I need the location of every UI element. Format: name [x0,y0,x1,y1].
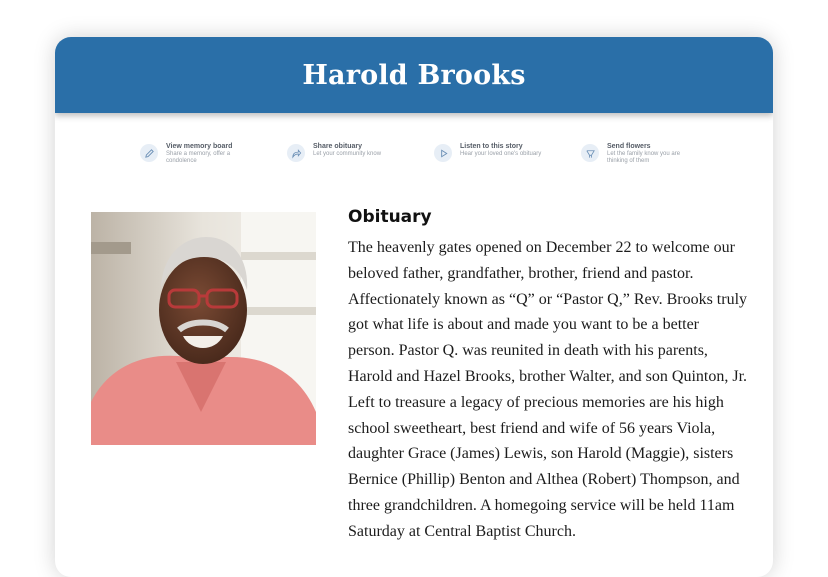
share-obituary-button[interactable] [287,143,434,165]
action-title: View memory board [166,143,233,150]
flowers-icon [581,144,599,162]
share-icon [287,144,305,162]
portrait-illustration [91,212,316,445]
portrait-photo [91,212,316,445]
page-title: Harold Brooks [302,59,526,91]
obituary-heading: Obituary [348,207,432,227]
action-bar [140,143,728,165]
action-title: Send flowers [607,143,651,150]
page-header [55,37,773,113]
action-title: Share obituary [313,143,363,150]
action-subtitle: Let your community know [313,151,382,158]
send-flowers-button[interactable] [581,143,728,165]
view-memory-board-button[interactable] [140,143,287,165]
play-icon [434,144,452,162]
action-subtitle: Let the family know you are thinking of them [607,151,681,164]
action-title: Listen to this story [460,143,523,150]
listen-story-button[interactable] [434,143,581,165]
pencil-icon [140,144,158,162]
action-subtitle: Hear your loved one's obituary [460,151,542,158]
obituary-text: The heavenly gates opened on December 22 to welcome our beloved father, grandfather, brother, friend and pastor. Affectionately known as “Q” or “Pastor Q,” Rev. Brooks truly got what life is about and made you want to be a better person. Pastor Q. was reunited in death with his parents, Harold and Hazel Brooks, brother Walter, and son Quinton, Jr. Left to treasure a legacy of precious memories are his high school sweetheart, best friend and wife of 56 years Viola, daughter Grace (James) Lewis, son Harold (Maggie), sisters Bernice (Phillip) Benton and Althea (Robert) Thompson, and three grandchildren. A homegoing service will be held 11am Saturday at Central Baptist Church. [348,239,748,540]
action-subtitle: Share a memory, offer a condolence [166,151,231,164]
obituary-card [55,37,773,577]
obituary-section [348,207,748,545]
